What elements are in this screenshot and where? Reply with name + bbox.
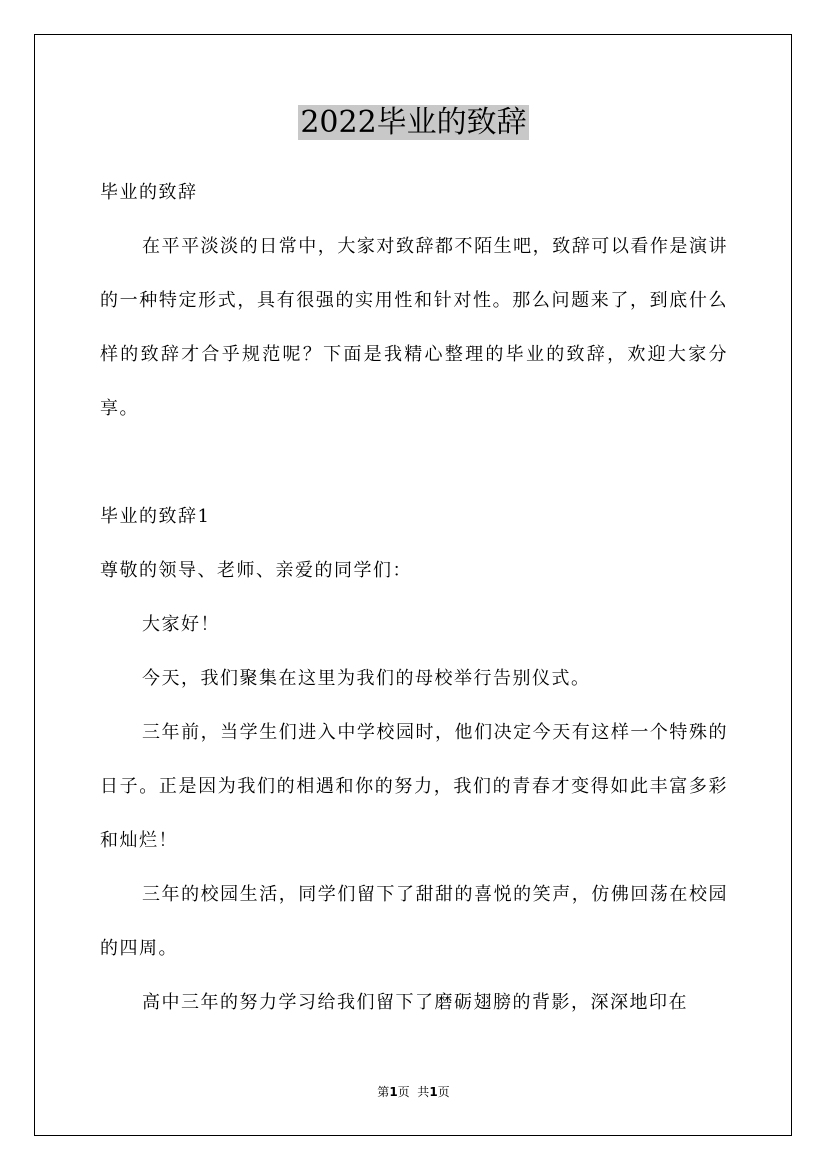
blank-line [100,436,728,490]
footer-page-current: 1 [389,1085,398,1099]
footer-page-prefix: 第 [377,1085,390,1099]
footer-page-mid: 页 共 [397,1085,430,1099]
paragraph: 大家好！ [142,614,220,635]
document-body [100,166,728,1030]
paragraph: 三年前，当学生们进入中学校园时，他们决定今天有这样一个特殊的日子。正是因为我们的相遇和你的努力，我们的青春才变得如此丰富多彩和灿烂！ [100,722,728,851]
paragraph: 毕业的致辞 [100,182,198,203]
page-footer [0,1084,827,1100]
paragraph: 高中三年的努力学习给我们留下了磨砺翅膀的背影，深深地印在 [142,992,688,1013]
paragraph: 在平平淡淡的日常中，大家对致辞都不陌生吧，致辞可以看作是演讲的一种特定形式，具有很强的实用性和针对性。那么问题来了，到底什么样的致辞才合乎规范呢？下面是我精心整理的毕业的致辞，欢迎大家分享。 [100,236,728,419]
footer-page-total: 1 [429,1085,438,1099]
document-title-text: 2022毕业的致辞 [300,105,527,140]
paragraph: 三年的校园生活，同学们留下了甜甜的喜悦的笑声，仿佛回荡在校园的四周。 [100,884,728,959]
document-title [0,104,827,142]
footer-page-suffix: 页 [437,1085,450,1099]
paragraph: 毕业的致辞1 [100,506,211,527]
paragraph: 今天，我们聚集在这里为我们的母校举行告别仪式。 [142,668,591,689]
paragraph: 尊敬的领导、老师、亲爱的同学们： [100,560,412,581]
